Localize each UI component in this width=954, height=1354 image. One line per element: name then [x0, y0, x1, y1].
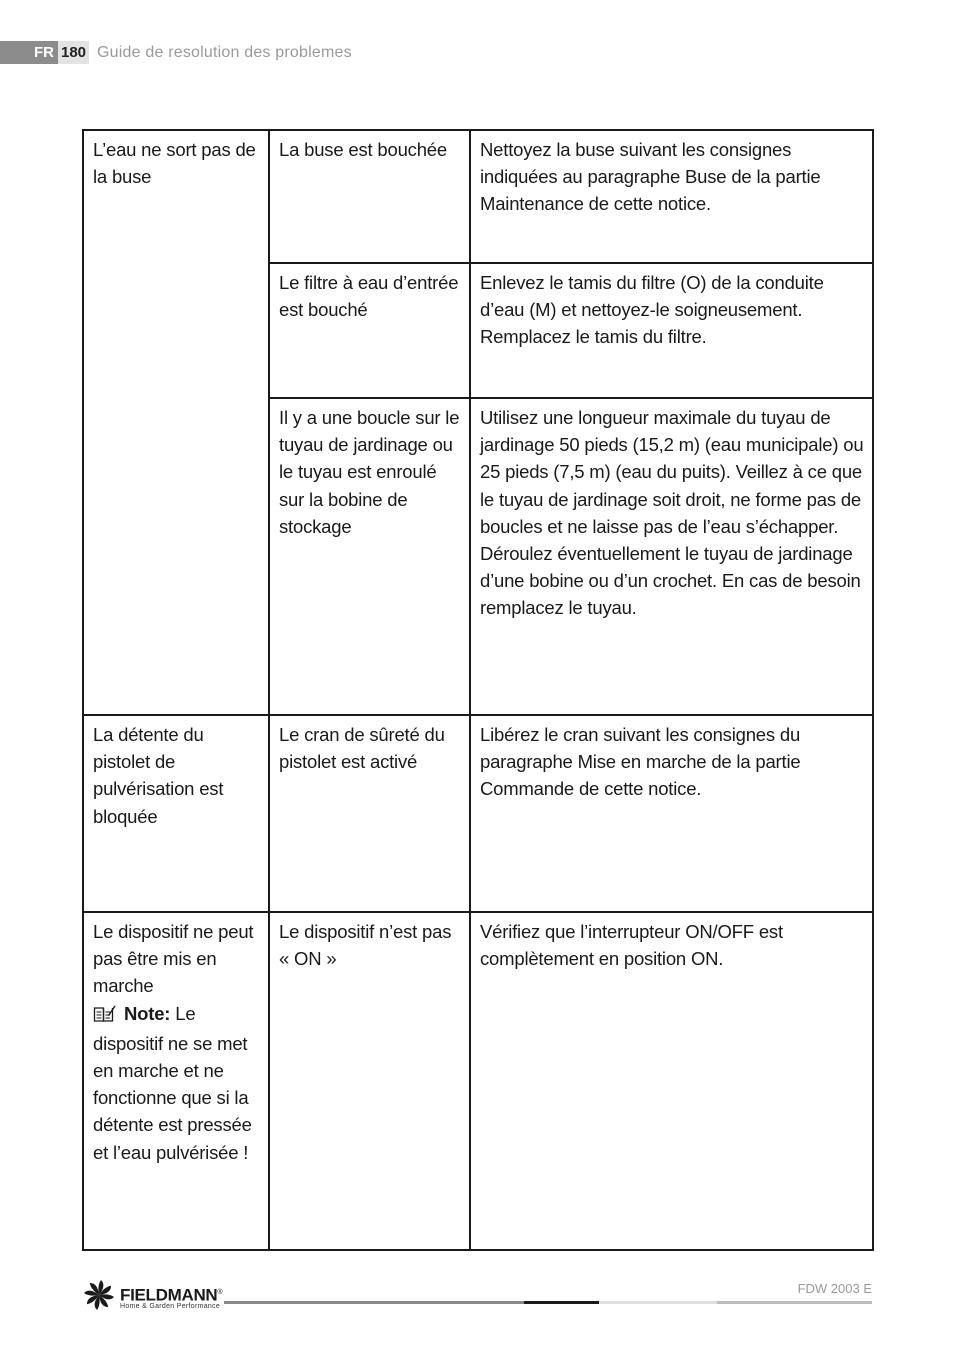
registered-mark: ® — [217, 1288, 223, 1296]
footer-divider-mid — [717, 1301, 872, 1304]
cause-cell: Le cran de sûreté du pistolet est activé — [269, 715, 470, 912]
solution-cell: Enlevez le tamis du filtre (O) de la conduite d’eau (M) et nettoyez-le soigneusement. Remplacez le tamis du filtre. — [470, 263, 873, 398]
problem-cell: La détente du pistolet de pulvérisation est bloquée — [83, 715, 269, 912]
page-number: 180 — [58, 41, 89, 64]
footer-divider-light — [599, 1301, 717, 1304]
solution-cell: Nettoyez la buse suivant les consignes indiquées au paragraphe Buse de la partie Maintenance de cette notice. — [470, 130, 873, 263]
book-note-icon — [93, 1003, 116, 1030]
model-number: FDW 2003 E — [797, 1281, 872, 1296]
solution-cell: Libérez le cran suivant les consignes du paragraphe Mise en marche de la partie Commande de cette notice. — [470, 715, 873, 912]
cause-cell: La buse est bouchée — [269, 130, 470, 263]
table-row — [83, 912, 873, 1250]
brand-logo — [82, 1278, 222, 1317]
note-text: Le dispositif ne se met en marche et ne fonctionne que si la détente est pressée et l’eau pulvérisée ! — [93, 1002, 252, 1163]
solution-cell: Vérifiez que l’interrupteur ON/OFF est complètement en position ON. — [470, 912, 873, 1250]
cause-cell: Le filtre à eau d’entrée est bouché — [269, 263, 470, 398]
cause-cell: Le dispositif n’est pas « ON » — [269, 912, 470, 1250]
table-row — [83, 130, 873, 263]
footer-divider-dark — [524, 1301, 599, 1304]
footer-divider-gray — [224, 1301, 524, 1304]
fan-flower-logo-icon — [82, 1278, 116, 1317]
brand-tagline: Home & Garden Performance — [120, 1303, 221, 1311]
language-badge: FR — [0, 41, 58, 64]
note-label: Note: — [124, 1002, 171, 1024]
troubleshooting-table — [82, 129, 874, 1251]
table-row — [83, 715, 873, 912]
problem-cell: L’eau ne sort pas de la buse — [83, 130, 269, 715]
cause-cell: Il y a une boucle sur le tuyau de jardinage ou le tuyau est enroulé sur la bobine de stockage — [269, 398, 470, 715]
problem-cell — [83, 912, 269, 1250]
section-title: Guide de resolution des problemes — [97, 43, 352, 61]
page-footer — [0, 1275, 954, 1315]
brand-name: FIELDMANN — [120, 1285, 218, 1305]
problem-text: Le dispositif ne peut pas être mis en marche — [93, 921, 254, 997]
solution-cell: Utilisez une longueur maximale du tuyau de jardinage 50 pieds (15,2 m) (eau municipale) ou 25 pieds (7,5 m) (eau du puits). Veillez à ce que le tuyau de jardinage soit droit, ne forme pas de boucles et ne laisse pas de l’eau s’échapper. Déroulez éventuellement le tuyau de jardinage d’une bobine ou d’un crochet. En cas de besoin remplacez le tuyau. — [470, 398, 873, 715]
page-header — [0, 41, 352, 64]
